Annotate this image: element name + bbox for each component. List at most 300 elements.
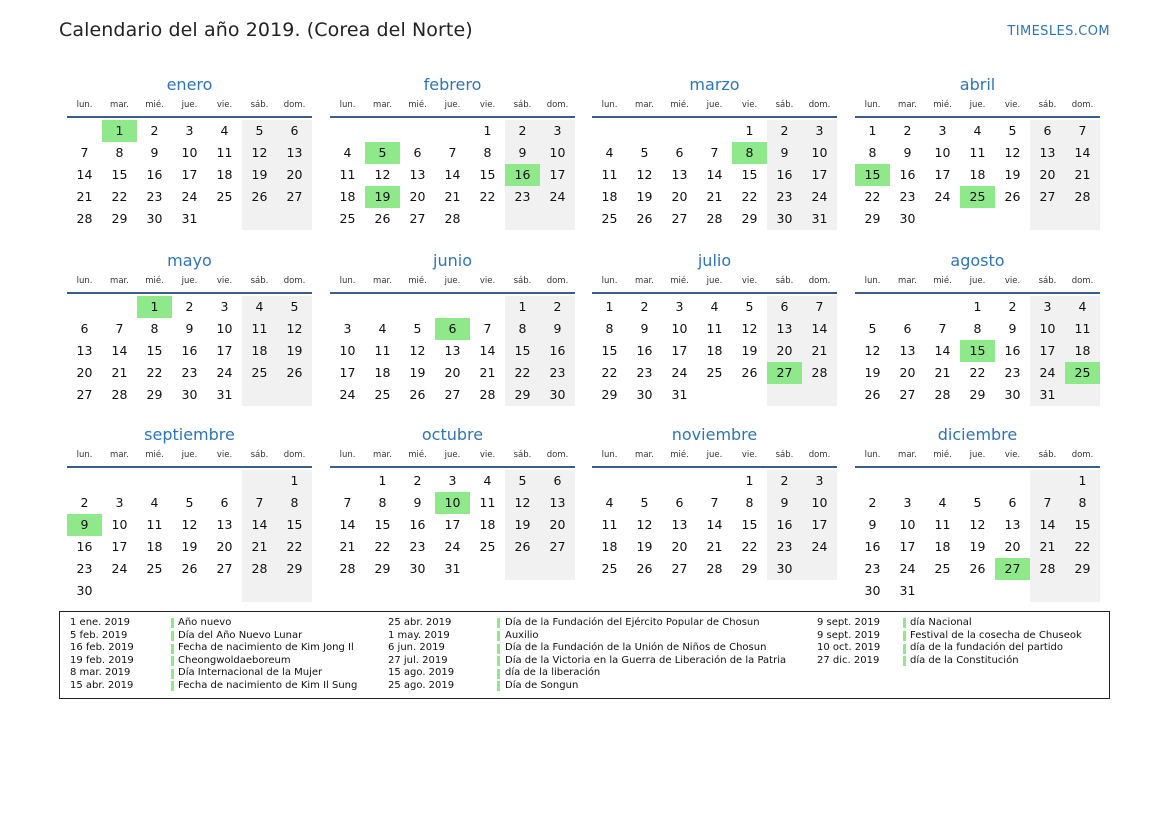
day-cell[interactable]: 4	[710, 299, 719, 314]
day-cell[interactable]: 4	[255, 299, 264, 314]
holiday-day-cell[interactable]: 1	[102, 120, 137, 142]
day-cell[interactable]: 6	[1043, 123, 1052, 138]
day-cell[interactable]: 6	[1008, 495, 1017, 510]
day-cell[interactable]: 5	[868, 321, 877, 336]
day-cell[interactable]: 15	[146, 343, 163, 358]
day-cell[interactable]: 25	[339, 211, 356, 226]
day-cell[interactable]: 22	[286, 539, 303, 554]
day-cell[interactable]: 10	[811, 495, 828, 510]
day-cell[interactable]: 22	[479, 189, 496, 204]
day-cell[interactable]: 14	[479, 343, 496, 358]
day-cell[interactable]: 18	[706, 343, 723, 358]
day-cell[interactable]: 17	[339, 365, 356, 380]
day-cell[interactable]: 29	[969, 387, 986, 402]
day-cell[interactable]: 13	[776, 321, 793, 336]
day-cell[interactable]: 5	[413, 321, 422, 336]
day-cell[interactable]: 21	[251, 539, 268, 554]
day-cell[interactable]: 28	[934, 387, 951, 402]
day-cell[interactable]: 2	[413, 473, 422, 488]
day-cell[interactable]: 13	[671, 517, 688, 532]
day-cell[interactable]: 21	[479, 365, 496, 380]
day-cell[interactable]: 23	[864, 561, 881, 576]
day-cell[interactable]: 12	[251, 145, 268, 160]
day-cell[interactable]: 19	[514, 517, 531, 532]
day-cell[interactable]: 22	[741, 539, 758, 554]
day-cell[interactable]: 30	[776, 211, 793, 226]
day-cell[interactable]: 30	[549, 387, 566, 402]
holiday-day-cell[interactable]: 15	[855, 164, 890, 186]
day-cell[interactable]: 17	[549, 167, 566, 182]
day-cell[interactable]: 10	[899, 517, 916, 532]
day-cell[interactable]: 27	[286, 189, 303, 204]
day-cell[interactable]: 7	[1043, 495, 1052, 510]
day-cell[interactable]: 13	[409, 167, 426, 182]
day-cell[interactable]: 19	[636, 189, 653, 204]
day-cell[interactable]: 13	[216, 517, 233, 532]
day-cell[interactable]: 24	[671, 365, 688, 380]
day-cell[interactable]: 8	[483, 145, 492, 160]
day-cell[interactable]: 5	[745, 299, 754, 314]
day-cell[interactable]: 10	[671, 321, 688, 336]
day-cell[interactable]: 28	[339, 561, 356, 576]
day-cell[interactable]: 3	[185, 123, 194, 138]
day-cell[interactable]: 25	[479, 539, 496, 554]
day-cell[interactable]: 7	[343, 495, 352, 510]
day-cell[interactable]: 4	[938, 495, 947, 510]
day-cell[interactable]: 1	[973, 299, 982, 314]
day-cell[interactable]: 22	[864, 189, 881, 204]
day-cell[interactable]: 12	[1004, 145, 1021, 160]
day-cell[interactable]: 28	[1039, 561, 1056, 576]
day-cell[interactable]: 5	[640, 145, 649, 160]
day-cell[interactable]: 20	[1004, 539, 1021, 554]
day-cell[interactable]: 6	[780, 299, 789, 314]
day-cell[interactable]: 18	[251, 343, 268, 358]
day-cell[interactable]: 9	[640, 321, 649, 336]
day-cell[interactable]: 4	[973, 123, 982, 138]
day-cell[interactable]: 12	[636, 517, 653, 532]
day-cell[interactable]: 25	[706, 365, 723, 380]
day-cell[interactable]: 26	[181, 561, 198, 576]
day-cell[interactable]: 7	[115, 321, 124, 336]
day-cell[interactable]: 9	[518, 145, 527, 160]
day-cell[interactable]: 11	[706, 321, 723, 336]
day-cell[interactable]: 24	[111, 561, 128, 576]
day-cell[interactable]: 13	[549, 495, 566, 510]
day-cell[interactable]: 7	[255, 495, 264, 510]
day-cell[interactable]: 12	[514, 495, 531, 510]
day-cell[interactable]: 16	[146, 167, 163, 182]
day-cell[interactable]: 15	[514, 343, 531, 358]
day-cell[interactable]: 22	[969, 365, 986, 380]
day-cell[interactable]: 17	[444, 517, 461, 532]
day-cell[interactable]: 16	[181, 343, 198, 358]
day-cell[interactable]: 18	[479, 517, 496, 532]
day-cell[interactable]: 1	[1078, 473, 1087, 488]
day-cell[interactable]: 6	[290, 123, 299, 138]
day-cell[interactable]: 19	[864, 365, 881, 380]
holiday-day-cell[interactable]: 19	[365, 186, 400, 208]
day-cell[interactable]: 28	[811, 365, 828, 380]
day-cell[interactable]: 26	[636, 561, 653, 576]
day-cell[interactable]: 20	[899, 365, 916, 380]
day-cell[interactable]: 29	[374, 561, 391, 576]
day-cell[interactable]: 30	[146, 211, 163, 226]
day-cell[interactable]: 25	[146, 561, 163, 576]
day-cell[interactable]: 7	[710, 145, 719, 160]
day-cell[interactable]: 5	[185, 495, 194, 510]
day-cell[interactable]: 11	[1074, 321, 1091, 336]
day-cell[interactable]: 14	[706, 517, 723, 532]
day-cell[interactable]: 9	[868, 517, 877, 532]
day-cell[interactable]: 18	[146, 539, 163, 554]
day-cell[interactable]: 30	[776, 561, 793, 576]
day-cell[interactable]: 6	[220, 495, 229, 510]
day-cell[interactable]: 2	[185, 299, 194, 314]
day-cell[interactable]: 8	[973, 321, 982, 336]
day-cell[interactable]: 16	[1004, 343, 1021, 358]
day-cell[interactable]: 31	[671, 387, 688, 402]
day-cell[interactable]: 13	[444, 343, 461, 358]
day-cell[interactable]: 23	[1004, 365, 1021, 380]
day-cell[interactable]: 21	[811, 343, 828, 358]
day-cell[interactable]: 11	[601, 517, 618, 532]
day-cell[interactable]: 25	[374, 387, 391, 402]
day-cell[interactable]: 21	[1074, 167, 1091, 182]
day-cell[interactable]: 27	[671, 561, 688, 576]
day-cell[interactable]: 27	[899, 387, 916, 402]
day-cell[interactable]: 29	[146, 387, 163, 402]
day-cell[interactable]: 3	[448, 473, 457, 488]
day-cell[interactable]: 6	[553, 473, 562, 488]
day-cell[interactable]: 21	[111, 365, 128, 380]
day-cell[interactable]: 18	[934, 539, 951, 554]
day-cell[interactable]: 12	[741, 321, 758, 336]
day-cell[interactable]: 25	[601, 561, 618, 576]
day-cell[interactable]: 11	[216, 145, 233, 160]
day-cell[interactable]: 20	[409, 189, 426, 204]
day-cell[interactable]: 12	[374, 167, 391, 182]
day-cell[interactable]: 9	[780, 495, 789, 510]
day-cell[interactable]: 4	[483, 473, 492, 488]
day-cell[interactable]: 5	[255, 123, 264, 138]
day-cell[interactable]: 20	[76, 365, 93, 380]
day-cell[interactable]: 19	[1004, 167, 1021, 182]
day-cell[interactable]: 19	[251, 167, 268, 182]
day-cell[interactable]: 26	[251, 189, 268, 204]
day-cell[interactable]: 1	[605, 299, 614, 314]
day-cell[interactable]: 21	[444, 189, 461, 204]
day-cell[interactable]: 14	[811, 321, 828, 336]
day-cell[interactable]: 22	[514, 365, 531, 380]
day-cell[interactable]: 24	[811, 539, 828, 554]
day-cell[interactable]: 8	[518, 321, 527, 336]
day-cell[interactable]: 1	[868, 123, 877, 138]
day-cell[interactable]: 10	[111, 517, 128, 532]
holiday-day-cell[interactable]: 25	[960, 186, 995, 208]
day-cell[interactable]: 10	[1039, 321, 1056, 336]
day-cell[interactable]: 23	[514, 189, 531, 204]
day-cell[interactable]: 16	[864, 539, 881, 554]
day-cell[interactable]: 31	[1039, 387, 1056, 402]
day-cell[interactable]: 4	[378, 321, 387, 336]
day-cell[interactable]: 4	[1078, 299, 1087, 314]
day-cell[interactable]: 17	[934, 167, 951, 182]
day-cell[interactable]: 8	[1078, 495, 1087, 510]
day-cell[interactable]: 2	[903, 123, 912, 138]
day-cell[interactable]: 5	[518, 473, 527, 488]
day-cell[interactable]: 14	[1074, 145, 1091, 160]
day-cell[interactable]: 31	[811, 211, 828, 226]
day-cell[interactable]: 19	[636, 539, 653, 554]
day-cell[interactable]: 17	[111, 539, 128, 554]
day-cell[interactable]: 17	[811, 517, 828, 532]
day-cell[interactable]: 15	[1074, 517, 1091, 532]
day-cell[interactable]: 2	[518, 123, 527, 138]
day-cell[interactable]: 21	[934, 365, 951, 380]
day-cell[interactable]: 14	[934, 343, 951, 358]
day-cell[interactable]: 13	[76, 343, 93, 358]
day-cell[interactable]: 30	[1004, 387, 1021, 402]
day-cell[interactable]: 1	[290, 473, 299, 488]
day-cell[interactable]: 7	[448, 145, 457, 160]
day-cell[interactable]: 3	[220, 299, 229, 314]
day-cell[interactable]: 5	[973, 495, 982, 510]
day-cell[interactable]: 27	[409, 211, 426, 226]
holiday-day-cell[interactable]: 5	[365, 142, 400, 164]
day-cell[interactable]: 29	[286, 561, 303, 576]
day-cell[interactable]: 28	[111, 387, 128, 402]
day-cell[interactable]: 10	[811, 145, 828, 160]
day-cell[interactable]: 17	[811, 167, 828, 182]
day-cell[interactable]: 22	[374, 539, 391, 554]
day-cell[interactable]: 24	[444, 539, 461, 554]
day-cell[interactable]: 2	[150, 123, 159, 138]
day-cell[interactable]: 7	[80, 145, 89, 160]
day-cell[interactable]: 28	[706, 561, 723, 576]
day-cell[interactable]: 4	[220, 123, 229, 138]
day-cell[interactable]: 29	[741, 561, 758, 576]
day-cell[interactable]: 11	[479, 495, 496, 510]
day-cell[interactable]: 22	[741, 189, 758, 204]
day-cell[interactable]: 20	[671, 189, 688, 204]
day-cell[interactable]: 22	[146, 365, 163, 380]
day-cell[interactable]: 10	[181, 145, 198, 160]
holiday-day-cell[interactable]: 16	[505, 164, 540, 186]
day-cell[interactable]: 23	[181, 365, 198, 380]
day-cell[interactable]: 10	[216, 321, 233, 336]
day-cell[interactable]: 28	[251, 561, 268, 576]
day-cell[interactable]: 27	[671, 211, 688, 226]
day-cell[interactable]: 14	[706, 167, 723, 182]
day-cell[interactable]: 17	[216, 343, 233, 358]
day-cell[interactable]: 31	[899, 583, 916, 598]
day-cell[interactable]: 5	[1008, 123, 1017, 138]
day-cell[interactable]: 24	[181, 189, 198, 204]
day-cell[interactable]: 8	[378, 495, 387, 510]
day-cell[interactable]: 8	[605, 321, 614, 336]
day-cell[interactable]: 26	[374, 211, 391, 226]
day-cell[interactable]: 22	[1074, 539, 1091, 554]
day-cell[interactable]: 24	[1039, 365, 1056, 380]
day-cell[interactable]: 26	[286, 365, 303, 380]
day-cell[interactable]: 9	[903, 145, 912, 160]
day-cell[interactable]: 31	[181, 211, 198, 226]
day-cell[interactable]: 11	[374, 343, 391, 358]
day-cell[interactable]: 18	[601, 539, 618, 554]
day-cell[interactable]: 14	[339, 517, 356, 532]
day-cell[interactable]: 19	[286, 343, 303, 358]
day-cell[interactable]: 24	[339, 387, 356, 402]
day-cell[interactable]: 12	[969, 517, 986, 532]
day-cell[interactable]: 16	[76, 539, 93, 554]
day-cell[interactable]: 20	[671, 539, 688, 554]
day-cell[interactable]: 20	[1039, 167, 1056, 182]
day-cell[interactable]: 18	[216, 167, 233, 182]
day-cell[interactable]: 3	[343, 321, 352, 336]
day-cell[interactable]: 20	[216, 539, 233, 554]
day-cell[interactable]: 15	[601, 343, 618, 358]
day-cell[interactable]: 12	[181, 517, 198, 532]
day-cell[interactable]: 24	[549, 189, 566, 204]
day-cell[interactable]: 8	[290, 495, 299, 510]
day-cell[interactable]: 17	[671, 343, 688, 358]
day-cell[interactable]: 1	[378, 473, 387, 488]
day-cell[interactable]: 9	[413, 495, 422, 510]
day-cell[interactable]: 2	[1008, 299, 1017, 314]
day-cell[interactable]: 28	[479, 387, 496, 402]
day-cell[interactable]: 7	[483, 321, 492, 336]
day-cell[interactable]: 29	[864, 211, 881, 226]
day-cell[interactable]: 25	[216, 189, 233, 204]
day-cell[interactable]: 30	[636, 387, 653, 402]
day-cell[interactable]: 26	[741, 365, 758, 380]
day-cell[interactable]: 28	[706, 211, 723, 226]
day-cell[interactable]: 23	[899, 189, 916, 204]
day-cell[interactable]: 10	[549, 145, 566, 160]
day-cell[interactable]: 15	[111, 167, 128, 182]
day-cell[interactable]: 7	[938, 321, 947, 336]
day-cell[interactable]: 12	[636, 167, 653, 182]
day-cell[interactable]: 3	[553, 123, 562, 138]
day-cell[interactable]: 27	[76, 387, 93, 402]
day-cell[interactable]: 23	[76, 561, 93, 576]
day-cell[interactable]: 5	[640, 495, 649, 510]
day-cell[interactable]: 26	[409, 387, 426, 402]
day-cell[interactable]: 12	[864, 343, 881, 358]
day-cell[interactable]: 17	[181, 167, 198, 182]
day-cell[interactable]: 23	[776, 189, 793, 204]
day-cell[interactable]: 4	[343, 145, 352, 160]
day-cell[interactable]: 6	[413, 145, 422, 160]
day-cell[interactable]: 24	[899, 561, 916, 576]
day-cell[interactable]: 11	[969, 145, 986, 160]
day-cell[interactable]: 16	[636, 343, 653, 358]
day-cell[interactable]: 6	[675, 495, 684, 510]
day-cell[interactable]: 26	[969, 561, 986, 576]
day-cell[interactable]: 18	[374, 365, 391, 380]
day-cell[interactable]: 15	[374, 517, 391, 532]
holiday-day-cell[interactable]: 8	[732, 142, 767, 164]
day-cell[interactable]: 1	[483, 123, 492, 138]
day-cell[interactable]: 3	[938, 123, 947, 138]
day-cell[interactable]: 10	[934, 145, 951, 160]
day-cell[interactable]: 31	[216, 387, 233, 402]
day-cell[interactable]: 29	[741, 211, 758, 226]
day-cell[interactable]: 19	[409, 365, 426, 380]
holiday-day-cell[interactable]: 1	[137, 296, 172, 318]
day-cell[interactable]: 25	[251, 365, 268, 380]
day-cell[interactable]: 8	[150, 321, 159, 336]
day-cell[interactable]: 27	[216, 561, 233, 576]
day-cell[interactable]: 19	[181, 539, 198, 554]
day-cell[interactable]: 2	[780, 473, 789, 488]
day-cell[interactable]: 2	[80, 495, 89, 510]
day-cell[interactable]: 8	[115, 145, 124, 160]
day-cell[interactable]: 24	[934, 189, 951, 204]
holiday-day-cell[interactable]: 15	[960, 340, 995, 362]
day-cell[interactable]: 30	[181, 387, 198, 402]
day-cell[interactable]: 11	[339, 167, 356, 182]
day-cell[interactable]: 30	[76, 583, 93, 598]
day-cell[interactable]: 16	[776, 167, 793, 182]
day-cell[interactable]: 11	[146, 517, 163, 532]
day-cell[interactable]: 29	[514, 387, 531, 402]
holiday-day-cell[interactable]: 6	[435, 318, 470, 340]
day-cell[interactable]: 14	[76, 167, 93, 182]
day-cell[interactable]: 21	[706, 539, 723, 554]
day-cell[interactable]: 22	[601, 365, 618, 380]
day-cell[interactable]: 21	[339, 539, 356, 554]
day-cell[interactable]: 13	[899, 343, 916, 358]
day-cell[interactable]: 26	[1004, 189, 1021, 204]
day-cell[interactable]: 23	[636, 365, 653, 380]
day-cell[interactable]: 9	[150, 145, 159, 160]
day-cell[interactable]: 2	[553, 299, 562, 314]
day-cell[interactable]: 10	[339, 343, 356, 358]
day-cell[interactable]: 5	[290, 299, 299, 314]
day-cell[interactable]: 2	[640, 299, 649, 314]
day-cell[interactable]: 8	[745, 495, 754, 510]
day-cell[interactable]: 18	[339, 189, 356, 204]
day-cell[interactable]: 20	[444, 365, 461, 380]
day-cell[interactable]: 23	[549, 365, 566, 380]
day-cell[interactable]: 1	[745, 123, 754, 138]
day-cell[interactable]: 29	[111, 211, 128, 226]
day-cell[interactable]: 14	[111, 343, 128, 358]
holiday-day-cell[interactable]: 27	[767, 362, 802, 384]
day-cell[interactable]: 23	[776, 539, 793, 554]
holiday-day-cell[interactable]: 27	[995, 558, 1030, 580]
day-cell[interactable]: 3	[815, 123, 824, 138]
day-cell[interactable]: 27	[444, 387, 461, 402]
day-cell[interactable]: 20	[286, 167, 303, 182]
day-cell[interactable]: 11	[251, 321, 268, 336]
day-cell[interactable]: 15	[286, 517, 303, 532]
day-cell[interactable]: 13	[286, 145, 303, 160]
day-cell[interactable]: 9	[1008, 321, 1017, 336]
day-cell[interactable]: 18	[601, 189, 618, 204]
day-cell[interactable]: 6	[903, 321, 912, 336]
day-cell[interactable]: 12	[286, 321, 303, 336]
day-cell[interactable]: 19	[969, 539, 986, 554]
day-cell[interactable]: 28	[444, 211, 461, 226]
day-cell[interactable]: 12	[409, 343, 426, 358]
day-cell[interactable]: 13	[1039, 145, 1056, 160]
day-cell[interactable]: 20	[776, 343, 793, 358]
day-cell[interactable]: 28	[1074, 189, 1091, 204]
day-cell[interactable]: 25	[934, 561, 951, 576]
